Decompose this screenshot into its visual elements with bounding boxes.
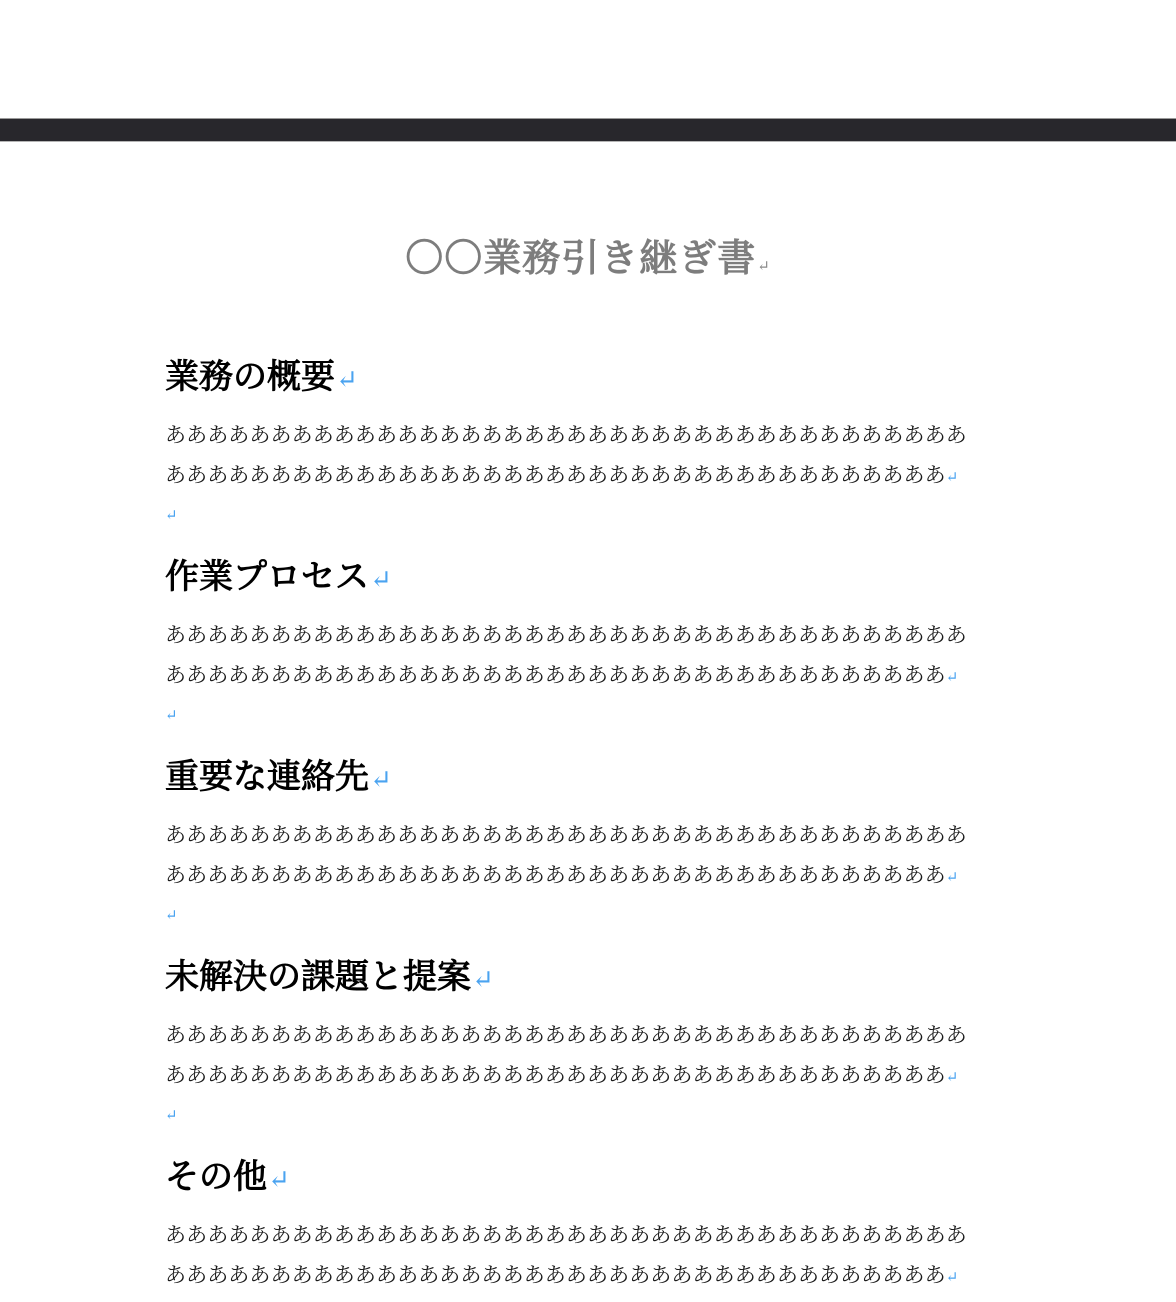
paragraph-mark: ↵: [945, 668, 959, 686]
section-issues: [165, 955, 1025, 1135]
empty-paragraph-mark: ↵: [165, 506, 178, 524]
paragraph-mark: ↵: [945, 1068, 959, 1086]
body-text-line: ああああああああああああああああああああああああああああああああああああああ: [165, 623, 967, 647]
section-process: [165, 555, 1025, 735]
section-heading-text: 未解決の課題と提案: [165, 957, 471, 997]
section-heading: [165, 555, 1025, 599]
section-heading: [165, 955, 1025, 999]
body-text-line: あああああああああああああああああああああああああああああああああああああ↵: [165, 463, 959, 487]
body-text-line: あああああああああああああああああああああああああああああああああああああ↵: [165, 1063, 959, 1087]
document-title-text: 〇〇業務引き継ぎ書: [405, 235, 757, 280]
body-text-line: ああああああああああああああああああああああああああああああああああああああ: [165, 423, 967, 447]
body-text-line: あああああああああああああああああああああああああああああああああああああ↵: [165, 863, 959, 887]
section-heading: [165, 1155, 1025, 1199]
section-heading-text: 業務の概要: [165, 357, 335, 397]
page-divider-bar: [0, 118, 1176, 142]
empty-paragraph-mark: ↵: [165, 906, 178, 924]
paragraph-mark: ↵: [945, 468, 959, 486]
document-page[interactable]: [0, 143, 1176, 1302]
top-blank-area: [0, 0, 1176, 118]
paragraph-mark: ↵: [945, 1268, 959, 1286]
section-heading: [165, 755, 1025, 799]
heading-paragraph-mark: ↵: [370, 565, 392, 595]
heading-paragraph-mark: ↵: [336, 365, 358, 395]
empty-paragraph-mark: ↵: [165, 706, 178, 724]
heading-paragraph-mark: ↵: [268, 1165, 290, 1195]
body-text-line: あああああああああああああああああああああああああああああああああああああ↵: [165, 663, 959, 687]
paragraph-mark: ↵: [945, 868, 959, 886]
document-title: [0, 227, 1176, 282]
title-paragraph-mark: ↵: [757, 257, 771, 275]
section-heading: [165, 355, 1025, 399]
heading-paragraph-mark: ↵: [370, 765, 392, 795]
body-text-line: あああああああああああああああああああああああああああああああああああああ↵: [165, 1263, 959, 1287]
section-contacts: [165, 755, 1025, 935]
body-text-line: ああああああああああああああああああああああああああああああああああああああ: [165, 1023, 967, 1047]
empty-paragraph-mark: ↵: [165, 1106, 178, 1124]
body-text-line: ああああああああああああああああああああああああああああああああああああああ: [165, 823, 967, 847]
body-text-line: ああああああああああああああああああああああああああああああああああああああ: [165, 1223, 967, 1247]
section-heading-text: 作業プロセス: [165, 557, 369, 597]
section-heading-text: 重要な連絡先: [165, 757, 369, 797]
section-heading-text: その他: [165, 1157, 267, 1197]
section-overview: [165, 355, 1025, 535]
heading-paragraph-mark: ↵: [472, 965, 494, 995]
section-other: [165, 1155, 1025, 1295]
